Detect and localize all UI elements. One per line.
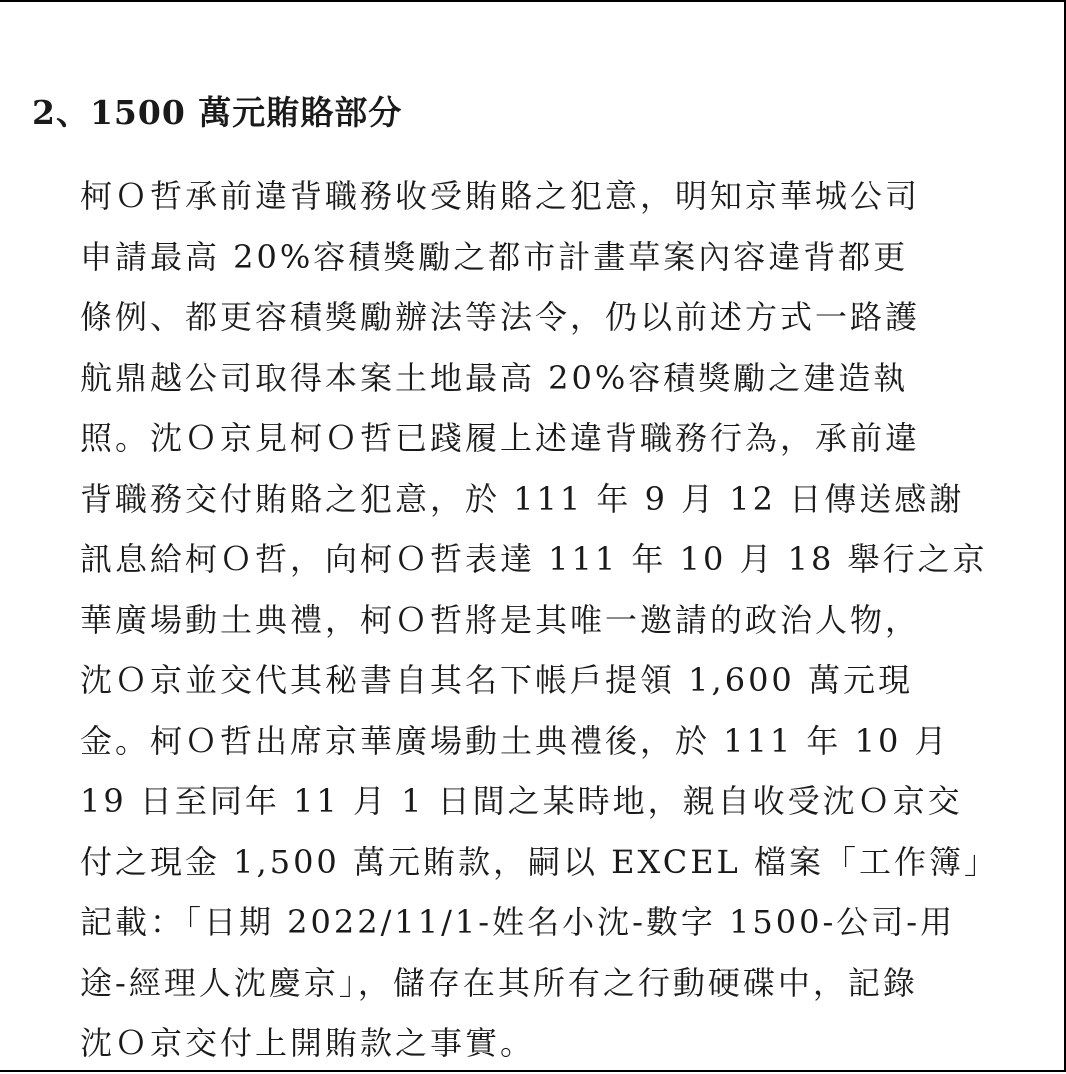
paragraph-line: 途-經理人沈慶京」，儲存在其所有之行動硬碟中，記錄 bbox=[80, 963, 918, 1002]
paragraph-line: 記載：「日期 2022/11/1-姓名小沈-數字 1500-公司-用 bbox=[80, 903, 956, 941]
paragraph-line: 華廣場動土典禮，柯Ｏ哲將是其唯一邀請的政治人物， bbox=[80, 600, 921, 639]
body-paragraph bbox=[80, 166, 1000, 1074]
page-top-border bbox=[0, 0, 1066, 2]
paragraph-line: 照。沈Ｏ京見柯Ｏ哲已踐履上述違背職務行為，承前違 bbox=[80, 419, 921, 457]
paragraph-line: 付之現金 1,500 萬元賄款，嗣以 EXCEL 檔案「工作簿」 bbox=[80, 842, 999, 881]
paragraph-line: 柯Ｏ哲承前違背職務收受賄賂之犯意，明知京華城公司 bbox=[80, 177, 921, 215]
paragraph-line: 條例、都更容積獎勵辦法等法令，仍以前述方式一路護 bbox=[80, 298, 921, 336]
paragraph-line: 航鼎越公司取得本案土地最高 20%容積獎勵之建造執 bbox=[80, 358, 909, 397]
paragraph-line: 申請最高 20%容積獎勵之都市計畫草案內容違背都更 bbox=[80, 237, 909, 276]
paragraph-line: 金。柯Ｏ哲出席京華廣場動土典禮後，於 111 年 10 月 bbox=[80, 721, 950, 760]
paragraph-line: 背職務交付賄賂之犯意，於 111 年 9 月 12 日傳送感謝 bbox=[80, 479, 965, 518]
paragraph-line: 沈Ｏ京交付上開賄款之事實。 bbox=[80, 1024, 536, 1062]
paragraph-line: 訊息給柯Ｏ哲，向柯Ｏ哲表達 111 年 10 月 18 舉行之京 bbox=[80, 540, 988, 578]
paragraph-line: 19 日至同年 11 月 1 日間之某時地，親自收受沈Ｏ京交 bbox=[80, 782, 963, 820]
paragraph-line: 沈Ｏ京並交代其秘書自其名下帳戶提領 1,600 萬元現 bbox=[80, 661, 913, 699]
section-heading: 2、1500 萬元賄賂部分 bbox=[32, 93, 403, 132]
